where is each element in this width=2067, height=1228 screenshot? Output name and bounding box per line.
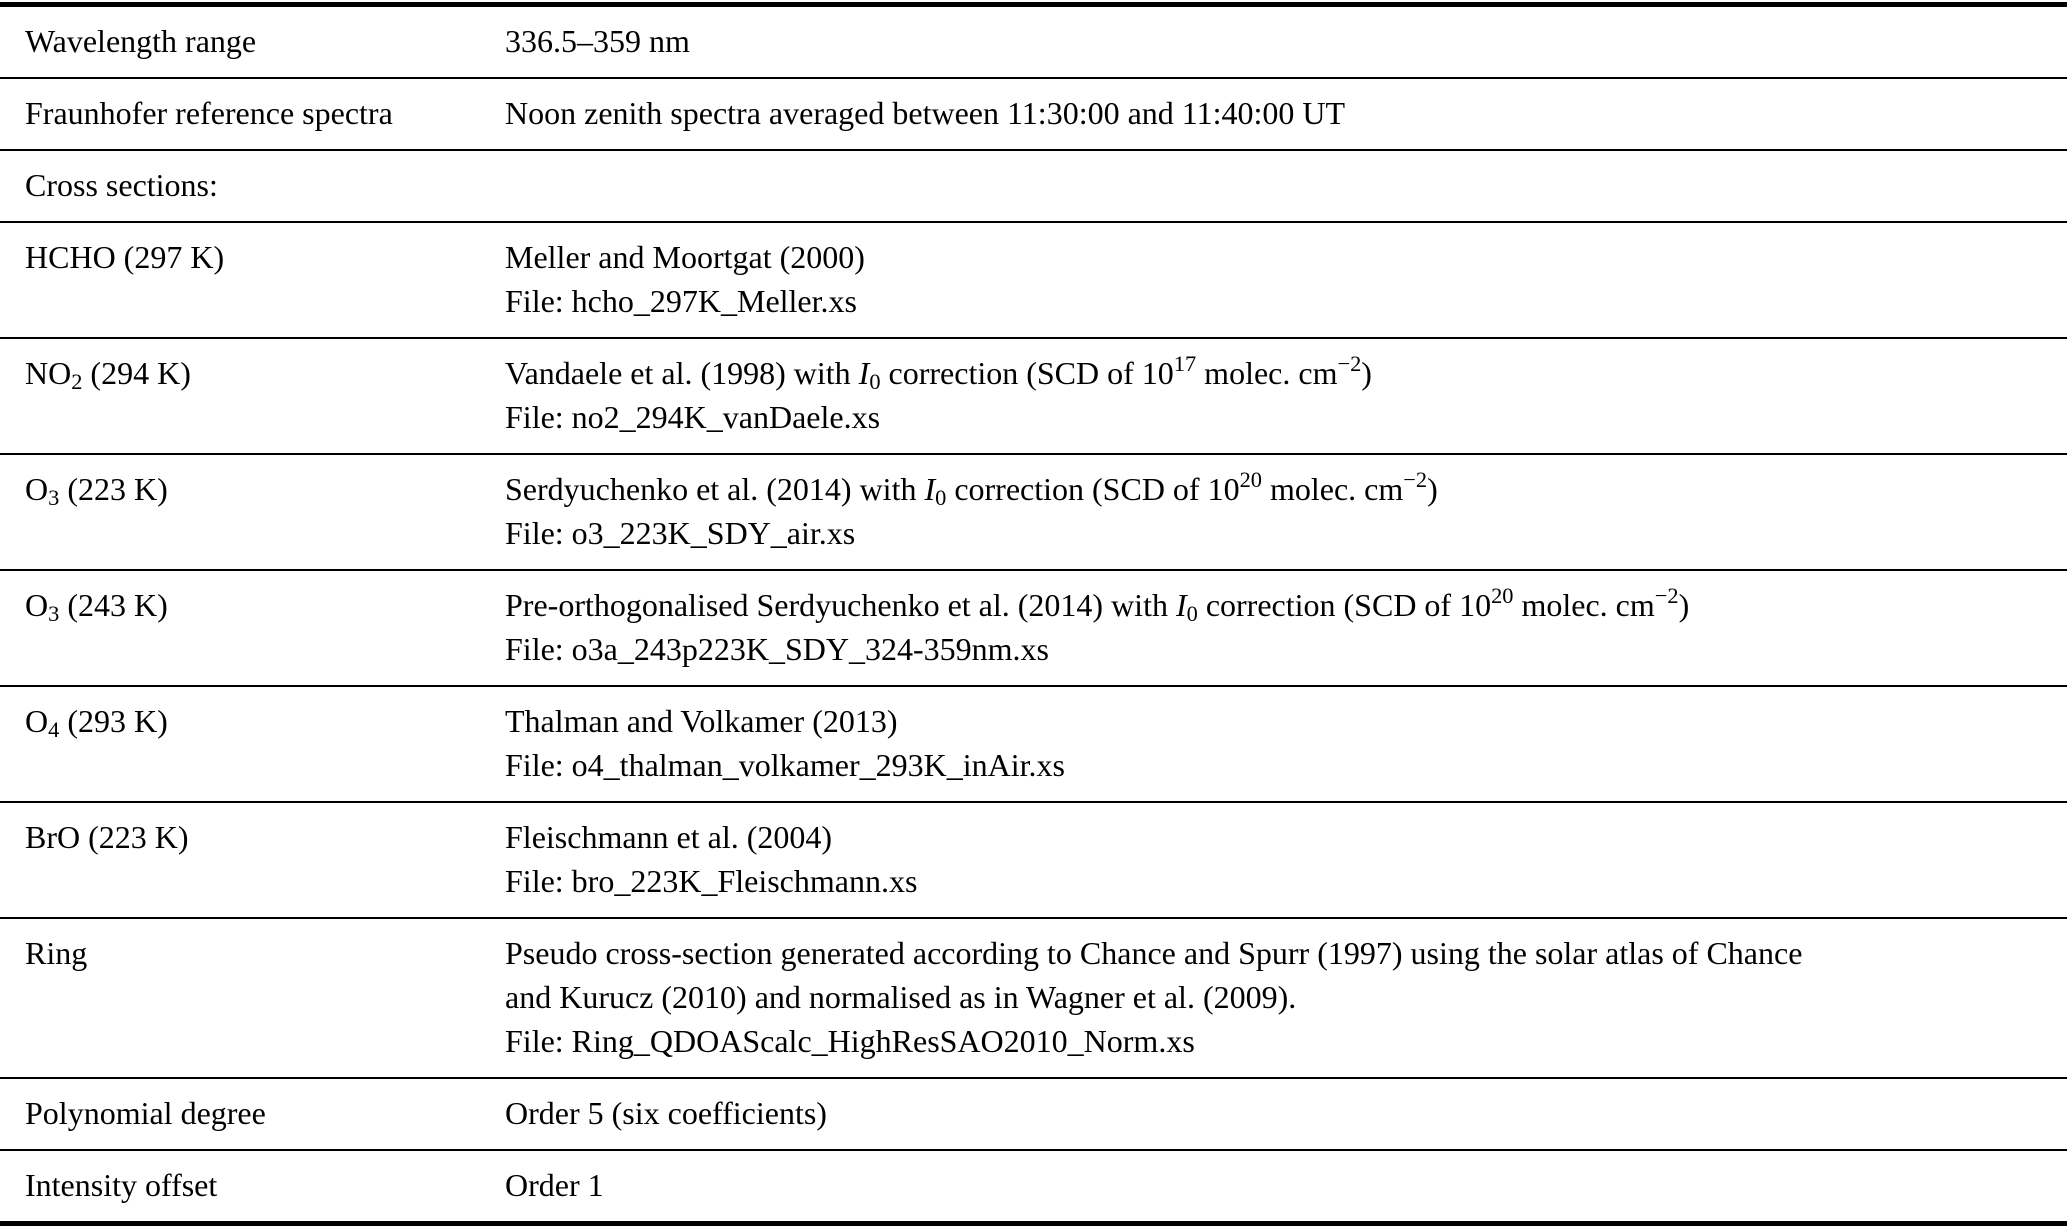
value-cell <box>505 467 2067 555</box>
text-segment: File: no2_294K_vanDaele.xs <box>505 399 881 435</box>
value-line <box>505 931 2052 975</box>
value-line <box>505 699 2052 743</box>
text-segment: ) <box>1427 471 1438 507</box>
text-segment: File: o3a_243p223K_SDY_324-359nm.xs <box>505 631 1049 667</box>
value-line <box>505 743 2052 787</box>
text-segment: File: o3_223K_SDY_air.xs <box>505 515 856 551</box>
text-segment: HCHO (297 K) <box>25 239 225 275</box>
text-segment: I <box>924 471 936 507</box>
text-segment: O <box>25 703 49 739</box>
text-segment: Vandaele et al. (1998) with <box>505 355 859 391</box>
text-segment: O <box>25 471 49 507</box>
parameter-cell <box>0 1163 505 1207</box>
text-segment: NO <box>25 355 72 391</box>
value-cell <box>505 235 2067 323</box>
text-segment: Meller and Moortgat (2000) <box>505 239 865 275</box>
parameter-cell <box>0 19 505 63</box>
value-line <box>505 627 2052 671</box>
text-segment: Fleischmann et al. (2004) <box>505 819 833 855</box>
text-segment: ) <box>1678 587 1690 623</box>
parameter-cell <box>0 467 505 511</box>
value-line <box>505 859 2052 903</box>
value-cell <box>505 19 2067 63</box>
text-segment: 20 <box>1491 582 1514 608</box>
table-row <box>0 7 2067 79</box>
parameter-cell <box>0 815 505 859</box>
text-segment: 3 <box>48 600 60 626</box>
text-segment: Pre-orthogonalised Serdyuchenko et al. (2014) with <box>505 587 1176 623</box>
text-segment: (243 K) <box>59 587 168 623</box>
text-segment: 4 <box>48 716 60 742</box>
text-segment: 20 <box>1239 466 1262 492</box>
value-line <box>505 583 2052 627</box>
text-segment: (223 K) <box>59 471 168 507</box>
value-cell <box>505 699 2067 787</box>
text-segment: 17 <box>1173 350 1197 376</box>
text-segment: 2 <box>71 368 83 394</box>
table-row <box>0 1079 2067 1151</box>
text-segment: correction (SCD of 10 <box>946 471 1240 507</box>
parameter-cell <box>0 351 505 395</box>
text-segment: Thalman and Volkamer (2013) <box>505 703 898 739</box>
value-cell <box>505 931 2067 1063</box>
text-segment: −2 <box>1403 466 1428 492</box>
parameter-cell <box>0 931 505 975</box>
text-segment: File: o4_thalman_volkamer_293K_inAir.xs <box>505 747 1065 783</box>
text-segment: correction (SCD of 10 <box>1197 587 1492 623</box>
table-row <box>0 919 2067 1079</box>
settings-table <box>0 2 2067 1226</box>
text-segment: 0 <box>869 368 881 394</box>
text-segment: 0 <box>1186 600 1198 626</box>
text-segment: File: hcho_297K_Meller.xs <box>505 283 857 319</box>
text-segment: 0 <box>935 484 947 510</box>
value-line <box>505 975 2052 1019</box>
text-segment: Order 5 (six coefficients) <box>505 1095 827 1131</box>
parameter-cell <box>0 235 505 279</box>
text-segment: Cross sections: <box>25 167 218 203</box>
value-line <box>505 1019 2052 1063</box>
table-row <box>0 687 2067 803</box>
text-segment: Polynomial degree <box>25 1095 266 1131</box>
table-row <box>0 223 2067 339</box>
parameter-cell <box>0 1091 505 1135</box>
text-segment: File: Ring_QDOAScalc_HighResSAO2010_Norm.xs <box>505 1023 1195 1059</box>
text-segment: (294 K) <box>82 355 191 391</box>
text-segment: 3 <box>48 484 60 510</box>
text-segment: molec. cm <box>1261 471 1404 507</box>
value-line <box>505 1091 2052 1135</box>
text-segment: molec. cm <box>1513 587 1655 623</box>
parameter-cell <box>0 699 505 743</box>
text-segment: Serdyuchenko et al. (2014) with <box>505 471 925 507</box>
value-line <box>505 467 2052 511</box>
value-line <box>505 351 2052 395</box>
value-line <box>505 815 2052 859</box>
table-row <box>0 571 2067 687</box>
text-segment: Wavelength range <box>25 23 257 59</box>
value-cell <box>505 815 2067 903</box>
text-segment: Pseudo cross-section generated according to Chance and Spurr (1997) using the solar atlas of Chance <box>505 935 1803 971</box>
parameter-cell <box>0 583 505 627</box>
parameter-cell <box>0 163 505 207</box>
parameter-cell <box>0 91 505 135</box>
text-segment: I <box>858 355 870 391</box>
text-segment: and Kurucz (2010) and normalised as in Wagner et al. (2009). <box>505 979 1297 1015</box>
text-segment: File: bro_223K_Fleischmann.xs <box>505 863 918 899</box>
value-cell <box>505 1163 2067 1207</box>
value-cell <box>505 91 2067 135</box>
value-line <box>505 235 2052 279</box>
text-segment: ) <box>1361 355 1372 391</box>
text-segment: −2 <box>1654 582 1679 608</box>
value-cell <box>505 1091 2067 1135</box>
text-segment: 336.5–359 nm <box>505 23 690 59</box>
value-line <box>505 511 2052 555</box>
text-segment: Ring <box>25 935 88 971</box>
table-row <box>0 1151 2067 1221</box>
value-line <box>505 279 2052 323</box>
text-segment: (293 K) <box>59 703 168 739</box>
text-segment: Fraunhofer reference spectra <box>25 95 393 131</box>
text-segment: Order 1 <box>505 1167 604 1203</box>
value-cell <box>505 583 2067 671</box>
text-segment: O <box>25 587 49 623</box>
value-cell <box>505 351 2067 439</box>
text-segment: −2 <box>1337 350 1362 376</box>
table-row <box>0 455 2067 571</box>
value-line <box>505 1163 2052 1207</box>
value-line <box>505 91 2052 135</box>
text-segment: BrO (223 K) <box>25 819 189 855</box>
table-row <box>0 79 2067 151</box>
text-segment: molec. cm <box>1196 355 1338 391</box>
text-segment: Intensity offset <box>25 1167 218 1203</box>
text-segment: Noon zenith spectra averaged between 11:30:00 and 11:40:00 UT <box>505 95 1346 131</box>
section-header-row <box>0 151 2067 223</box>
text-segment: I <box>1175 587 1187 623</box>
value-line <box>505 395 2052 439</box>
value-line <box>505 19 2052 63</box>
table-row <box>0 339 2067 455</box>
table-row <box>0 803 2067 919</box>
text-segment: correction (SCD of 10 <box>880 355 1174 391</box>
